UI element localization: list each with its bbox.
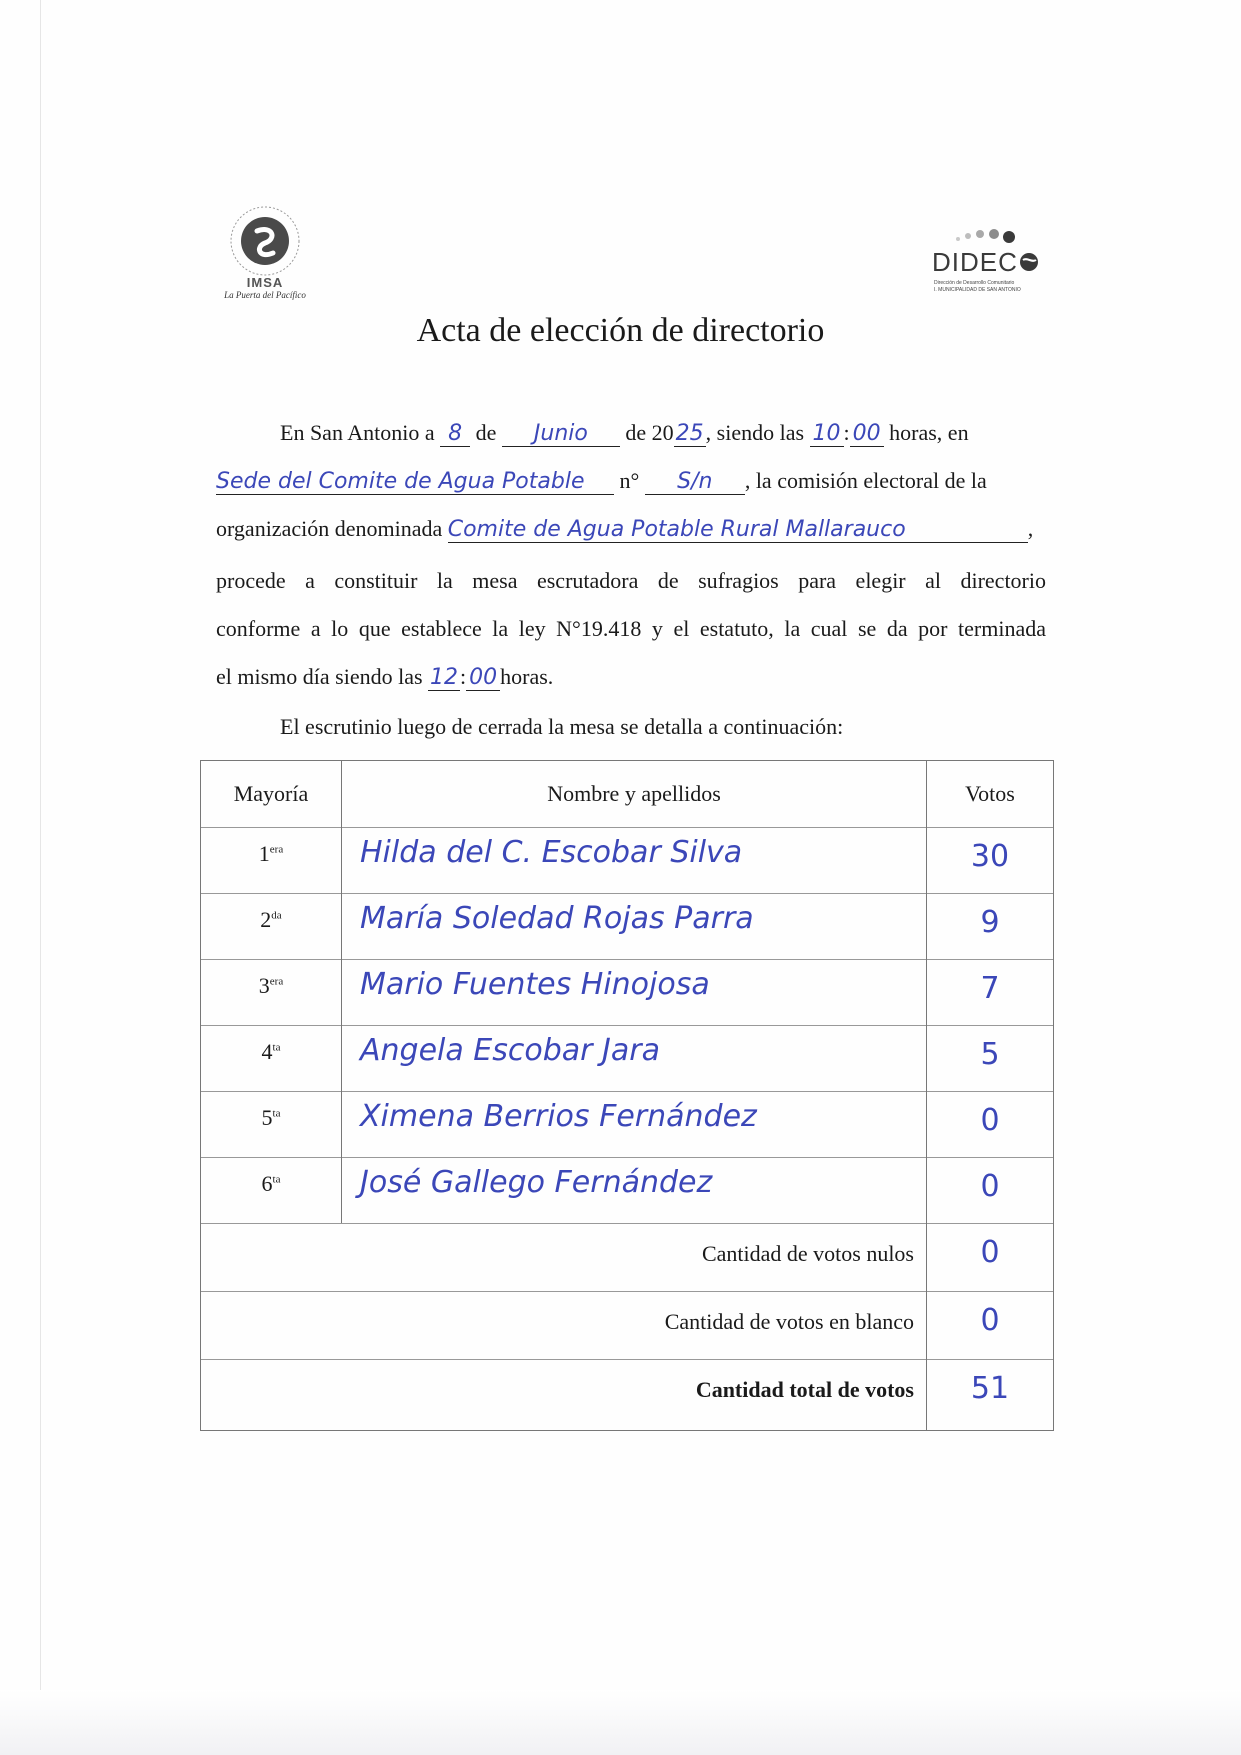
organization-field: Comite de Agua Potable Rural Mallarauco xyxy=(448,518,1028,543)
candidate-name: Ximena Berrios Fernández xyxy=(342,1091,927,1157)
table-row xyxy=(201,893,1053,960)
blank-votes-value: 0 xyxy=(980,1303,1000,1338)
candidate-name: Angela Escobar Jara xyxy=(342,1025,927,1091)
candidate-name: Mario Fuentes Hinojosa xyxy=(342,959,927,1025)
day-field: 8 xyxy=(440,422,470,447)
results-table xyxy=(200,760,1054,1431)
hour-field: 10 xyxy=(810,422,844,447)
document-title: Acta de elección de directorio xyxy=(416,312,825,349)
imsa-logo xyxy=(200,205,330,305)
null-votes-row xyxy=(201,1223,1053,1292)
year-field: 25 xyxy=(675,421,704,446)
candidate-votes: 0 xyxy=(980,1103,1000,1138)
rank-cell: $4^{ta}$ xyxy=(201,1025,342,1091)
dideco-municipality: I. MUNICIPALIDAD DE SAN ANTONIO xyxy=(934,287,1021,293)
street-number-field: S/n xyxy=(645,470,745,495)
rank-cell: $1^{era}$ xyxy=(201,827,342,893)
total-votes-label: Cantidad total de votos xyxy=(201,1359,927,1430)
table-row xyxy=(201,959,1053,1026)
dideco-name: DIDEC xyxy=(932,247,1040,278)
imsa-seal-icon xyxy=(229,205,301,277)
table-row xyxy=(201,1091,1053,1158)
rank-cell: $6^{ta}$ xyxy=(201,1157,342,1223)
table-row xyxy=(201,827,1053,894)
total-votes-value: 51 xyxy=(970,1371,1010,1406)
header-nombre: Nombre y apellidos xyxy=(342,761,927,827)
total-votes-row xyxy=(201,1359,1053,1430)
candidate-name: María Soledad Rojas Parra xyxy=(342,893,927,959)
candidate-votes: 0 xyxy=(980,1169,1000,1204)
null-votes-label: Cantidad de votos nulos xyxy=(201,1223,927,1291)
rank-cell: $3^{era}$ xyxy=(201,959,342,1025)
dideco-logo xyxy=(928,225,1058,295)
rank-cell: $5^{ta}$ xyxy=(201,1091,342,1157)
paragraph-line-4: procede a constituir la mesa escrutadora de sufragios para elegir al directorio xyxy=(216,568,1046,593)
end-hour-field: 12 xyxy=(430,665,459,690)
header-votos: Votos xyxy=(965,781,1015,806)
minute-field: 00 xyxy=(850,422,884,447)
candidate-name: Hilda del C. Escobar Silva xyxy=(342,827,927,893)
paragraph-line-7: El escrutinio luego de cerrada la mesa se detalla a continuación: xyxy=(280,714,844,739)
candidate-votes: 7 xyxy=(980,971,1000,1006)
place-field: Sede del Comite de Agua Potable xyxy=(216,470,614,495)
candidate-votes: 30 xyxy=(970,839,1010,874)
header-mayoria: Mayoría xyxy=(201,761,342,827)
paragraph-line-5: conforme a lo que establece la ley N°19.418 y el estatuto, la cual se da por terminada xyxy=(216,616,1046,641)
paragraph-line-6: el mismo día siendo las 12: 00 horas. xyxy=(216,664,554,690)
null-votes-value: 0 xyxy=(980,1235,1000,1270)
paragraph-line-3: organización denominada Comite de Agua Potable Rural Mallarauco , xyxy=(216,516,1034,542)
blank-votes-label: Cantidad de votos en blanco xyxy=(201,1291,927,1359)
candidate-votes: 5 xyxy=(980,1037,1000,1072)
table-header-row xyxy=(201,761,1053,828)
table-row xyxy=(201,1025,1053,1092)
imsa-name: IMSA xyxy=(246,275,284,290)
scan-shadow xyxy=(0,1690,1241,1755)
end-minute-field: 00 xyxy=(466,666,500,691)
table-row xyxy=(201,1157,1053,1224)
blank-votes-row xyxy=(201,1291,1053,1360)
rank-cell: $2^{da}$ xyxy=(201,893,342,959)
dideco-subtitle: Dirección de Desarrollo Comunitario xyxy=(934,280,1015,286)
dideco-dots-icon xyxy=(952,225,1032,247)
dideco-o-icon xyxy=(1018,251,1040,273)
paragraph-line-1: En San Antonio a 8 de Junio de 2025, siendo las 10 : 00 horas, en xyxy=(280,420,969,446)
candidate-name: José Gallego Fernández xyxy=(342,1157,927,1223)
month-field: Junio xyxy=(502,422,620,447)
imsa-tagline: La Puerta del Pacífico xyxy=(224,290,306,300)
paragraph-line-2: Sede del Comite de Agua Potable n° S/n , la comisión electoral de la xyxy=(216,468,987,494)
candidate-votes: 9 xyxy=(980,905,1000,940)
scan-edge xyxy=(40,0,41,1755)
